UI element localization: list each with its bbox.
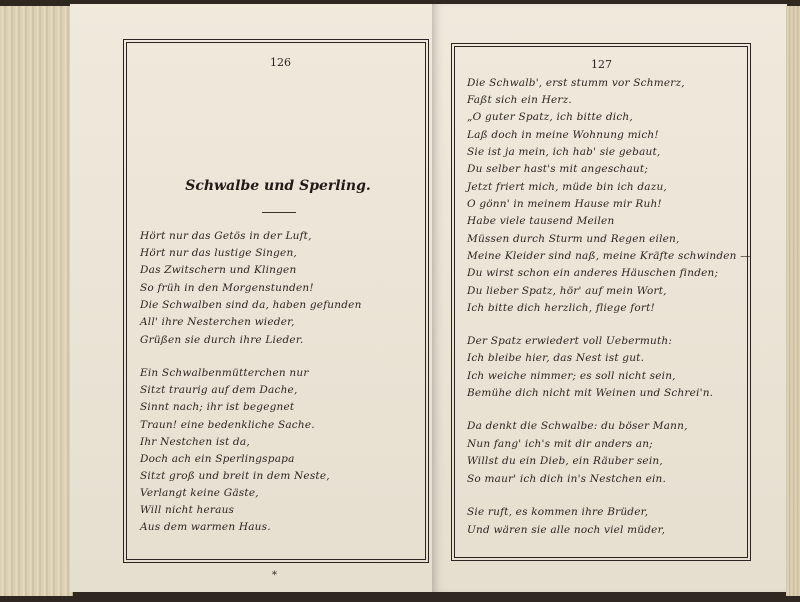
left-line: Ihr Nestchen ist da, xyxy=(140,436,250,448)
right-line: So maur' ich dich in's Nestchen ein. xyxy=(467,473,667,485)
page-edges-right xyxy=(786,6,800,596)
right-line: Die Schwalb', erst stumm vor Schmerz, xyxy=(467,77,685,89)
right-line: Jetzt friert mich, müde bin ich dazu, xyxy=(467,181,667,193)
right-line: Willst du ein Dieb, ein Räuber sein, xyxy=(467,455,663,467)
left-line: Grüßen sie durch ihre Lieder. xyxy=(140,334,304,346)
right-line: Sie ist ja mein, ich hab' sie gebaut, xyxy=(467,146,661,158)
left-line: Sitzt traurig auf dem Dache, xyxy=(140,384,298,396)
left-line: Ein Schwalbenmütterchen nur xyxy=(140,367,309,379)
left-line: Sinnt nach; ihr ist begegnet xyxy=(140,401,295,413)
footer-mark: * xyxy=(272,570,277,581)
page-edges-left xyxy=(0,6,73,596)
left-line: Verlangt keine Gäste, xyxy=(140,487,259,499)
right-page-number: 127 xyxy=(591,58,612,71)
title-divider xyxy=(262,212,296,213)
right-line: Habe viele tausend Meilen xyxy=(467,215,615,227)
left-line: Hört nur das lustige Singen, xyxy=(140,247,297,259)
right-line: O gönn' in meinem Hause mir Ruh! xyxy=(467,198,662,210)
left-line: Das Zwitschern und Klingen xyxy=(140,264,297,276)
right-line: Laß doch in meine Wohnung mich! xyxy=(467,129,659,141)
left-line: All' ihre Nesterchen wieder, xyxy=(140,316,295,328)
right-line: Du wirst schon ein anderes Häuschen finden; xyxy=(467,267,719,279)
right-line: Sie ruft, es kommen ihre Brüder, xyxy=(467,506,649,518)
right-line: Du selber hast's mit angeschaut; xyxy=(467,163,649,175)
right-line: Der Spatz erwiedert voll Uebermuth: xyxy=(467,335,673,347)
left-line: So früh in den Morgenstunden! xyxy=(140,282,314,294)
right-line: Müssen durch Sturm und Regen eilen, xyxy=(467,233,680,245)
left-page-number: 126 xyxy=(270,56,291,69)
right-line: Faßt sich ein Herz. xyxy=(467,94,572,106)
poem-title: Schwalbe und Sperling. xyxy=(185,178,371,194)
right-line: Und wären sie alle noch viel müder, xyxy=(467,524,666,536)
right-line: Ich bleibe hier, das Nest ist gut. xyxy=(467,352,645,364)
right-line: Meine Kleider sind naß, meine Kräfte schwinden — xyxy=(467,250,751,262)
right-line: Da denkt die Schwalbe: du böser Mann, xyxy=(467,420,688,432)
left-line: Will nicht heraus xyxy=(140,504,235,516)
left-line: Die Schwalben sind da, haben gefunden xyxy=(140,299,362,311)
right-line: Ich bitte dich herzlich, fliege fort! xyxy=(467,302,655,314)
left-line: Hört nur das Getös in der Luft, xyxy=(140,230,312,242)
left-line: Sitzt groß und breit in dem Neste, xyxy=(140,470,330,482)
left-line: Doch ach ein Sperlingspapa xyxy=(140,453,295,465)
right-line: Ich weiche nimmer; es soll nicht sein, xyxy=(467,370,676,382)
right-line: „O guter Spatz, ich bitte dich, xyxy=(467,111,633,123)
right-line: Bemühe dich nicht mit Weinen und Schrei'n. xyxy=(467,387,714,399)
right-line: Nun fang' ich's mit dir anders an; xyxy=(467,438,653,450)
left-line: Aus dem warmen Haus. xyxy=(140,521,271,533)
left-line: Traun! eine bedenkliche Sache. xyxy=(140,419,315,431)
right-line: Du lieber Spatz, hör' auf mein Wort, xyxy=(467,285,667,297)
